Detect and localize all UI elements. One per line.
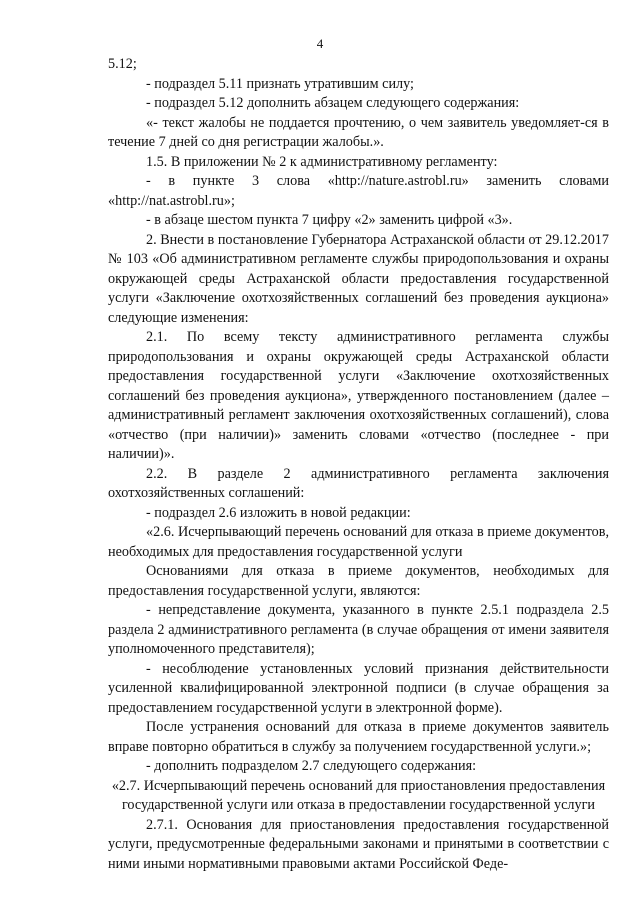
paragraph: 2.2. В разделе 2 административного регламента заключения охотхозяйственных соглашений: (108, 465, 609, 501)
paragraph: - подраздел 5.11 признать утратившим силу; (146, 75, 414, 92)
paragraph: - подраздел 5.12 дополнить абзацем следующего содержания: (146, 95, 520, 111)
paragraph: Основаниями для отказа в приеме документов, необходимых для предоставления государственной услуги, являются: (108, 563, 609, 599)
section-heading: «2.6. Исчерпывающий перечень оснований для отказа в приеме документов, необходимых для предоставления государственной услуги (108, 524, 609, 560)
paragraph: 1.5. В приложении № 2 к административному регламенту: (146, 153, 498, 170)
page-number: 4 (316, 36, 324, 51)
paragraph: 5.12; (108, 56, 137, 72)
paragraph: После устранения оснований для отказа в приеме документов заявитель вправе повторно обратиться в службу за получением государственной услуги.»; (108, 719, 609, 755)
paragraph: - дополнить подразделом 2.7 следующего содержания: (146, 758, 477, 774)
paragraph: - подраздел 2.6 изложить в новой редакции: (146, 504, 411, 521)
paragraph: «- текст жалобы не поддается прочтению, о чем заявитель уведомляет-ся в течение 7 дней со дня регистрации жалобы.». (108, 114, 609, 150)
document-body (108, 55, 609, 874)
paragraph: 2.7.1. Основания для приостановления предоставления государственной услуги, предусмотренные федеральными законами и принятыми в соответствии с ними иными нормативными правовыми актами Российской Феде- (108, 816, 609, 872)
paragraph: - в абзаце шестом пункта 7 цифру «2» заменить цифрой «3». (146, 212, 513, 228)
section-heading: «2.7. Исчерпывающий перечень оснований для приостановления предоставления государственной услуги или отказа в предоставлении государственной услуги (111, 777, 606, 813)
paragraph: 2. Внести в постановление Губернатора Астраханской области от 29.12.2017 № 103 «Об административном регламенте службы природопользования и охраны окружающей среды Астраханской области предоставления государственной услуги «Заключение охотхозяйственных соглашений без проведения аукциона» следующие изменения: (108, 231, 609, 326)
paragraph: 2.1. По всему тексту административного регламента службы природопользования и охраны окружающей среды Астраханской области предоставления государственной услуги «Заключение охотхозяйственных соглашений без проведения аукциона», утвержденного постановлением (далее – административный регламент заключения охотхозяйственных соглашений), слова «отчество (при наличии)» заменить словами «отчество (последнее - при наличии)». (108, 329, 609, 462)
paragraph: - непредставление документа, указанного в пункте 2.5.1 подраздела 2.5 раздела 2 административного регламента (в случае обращения от имени заявителя уполномоченного представителя); (108, 602, 609, 657)
paragraph: - в пункте 3 слова «http://nature.astrobl.ru» заменить словами «http://nat.astrobl.ru»; (108, 173, 609, 209)
paragraph: - несоблюдение установленных условий признания действительности усиленной квалифицированной электронной подписи (в случае обращения за предоставлением государственной услуги в электронной форме). (108, 660, 609, 716)
